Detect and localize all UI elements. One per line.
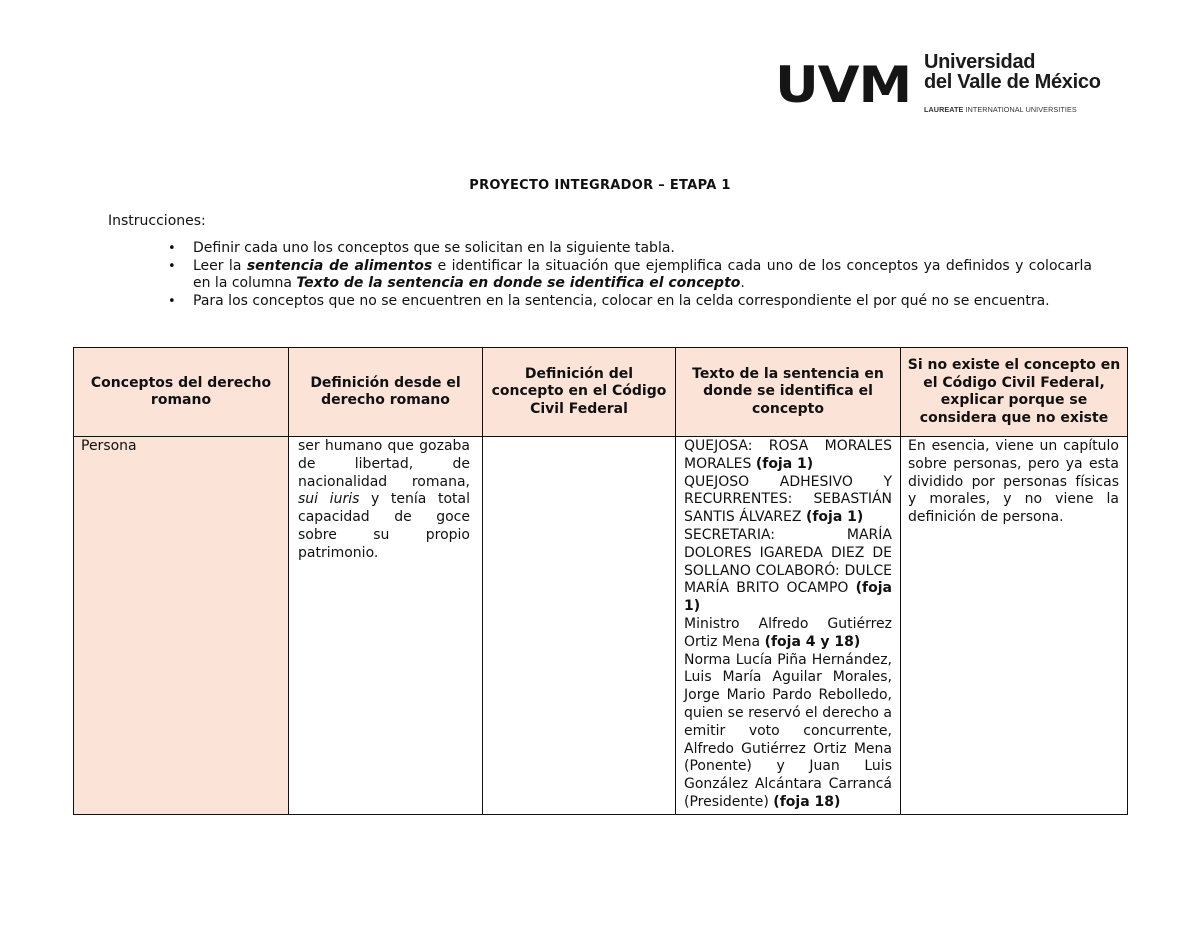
page-ref: (foja 1) bbox=[805, 509, 864, 526]
roman-definition-cell bbox=[289, 437, 483, 815]
instructions-label: Instrucciones: bbox=[108, 213, 206, 229]
instruction-text: Para los conceptos que no se encuentren en la sentencia, colocar en la celda correspondiente el por qué no se encuentra. bbox=[193, 292, 1050, 309]
cell-text: SECRETARIA: MARÍA DOLORES IGAREDA DIEZ DE SOLLANO COLABORÓ: DULCE MARÍA BRITO OCAMPO bbox=[684, 526, 892, 597]
header-cell: Definición del concepto en el Código Civil Federal bbox=[483, 348, 676, 437]
cell-text: ser humano que gozaba de libertad, de nacionalidad romana, bbox=[298, 438, 470, 490]
instruction-item bbox=[166, 240, 1092, 258]
page-ref: (foja 1) bbox=[755, 455, 814, 472]
instruction-text: Leer la bbox=[193, 257, 247, 274]
document-title: PROYECTO INTEGRADOR – ETAPA 1 bbox=[469, 178, 731, 193]
cell-text: Norma Lucía Piña Hernández, Luis María Aguilar Morales, Jorge Mario Pardo Rebolledo, quien se reservó el derecho a emitir voto concurrente, Alfredo Gutiérrez Ortiz Mena (Ponente) y Juan Luis González Alcántara Carrancá (Presidente) bbox=[684, 651, 892, 810]
instruction-item bbox=[166, 293, 1092, 311]
cell-italic: sui iuris bbox=[298, 491, 360, 508]
cell-text: QUEJOSO ADHESIVO Y RECURRENTES: SEBASTIÁN SANTIS ÁLVAREZ bbox=[684, 473, 892, 526]
sentence-paragraph bbox=[684, 616, 892, 652]
cell-text: Ministro Alfredo Gutiérrez Ortiz Mena bbox=[684, 615, 892, 650]
logo-line3 bbox=[924, 105, 1124, 114]
instruction-emphasis: sentencia de alimentos bbox=[246, 257, 433, 274]
table-row bbox=[74, 437, 1128, 815]
logo-line3-rest: INTERNATIONAL UNIVERSITIES bbox=[963, 105, 1077, 114]
sentence-paragraph bbox=[684, 438, 892, 474]
concepts-table bbox=[73, 347, 1128, 815]
cell-text: y tenía total capacidad de goce sobre su propio patrimonio. bbox=[298, 491, 470, 561]
header-cell: Si no existe el concepto en el Código Civil Federal, explicar porque se considera que no existe bbox=[901, 348, 1128, 437]
header-cell: Definición desde el derecho romano bbox=[289, 348, 483, 437]
cell-text: QUEJOSA: ROSA MORALES MORALES bbox=[684, 438, 892, 472]
instruction-item bbox=[166, 258, 1092, 293]
instruction-emphasis: Texto de la sentencia en donde se identifica el concepto bbox=[296, 275, 741, 291]
header-cell: Conceptos del derecho romano bbox=[74, 348, 289, 437]
page-ref: (foja 1) bbox=[684, 580, 892, 615]
logo-mark: UVM bbox=[775, 56, 912, 114]
instruction-text: e identificar la situación que ejemplifica cada uno de los conceptos ya definidos y colocarla en la columna bbox=[193, 257, 1093, 291]
page-ref: (foja 4 y 18) bbox=[764, 633, 861, 650]
sentence-text-cell bbox=[676, 437, 901, 815]
logo-line2: del Valle de México bbox=[924, 71, 1101, 93]
concept-cell: Persona bbox=[74, 437, 289, 815]
instructions-list bbox=[166, 240, 1092, 310]
page-ref: (foja 18) bbox=[773, 793, 841, 810]
logo-text bbox=[924, 52, 1124, 114]
uvm-logo bbox=[775, 51, 1101, 114]
header-cell: Texto de la sentencia en donde se identifica el concepto bbox=[676, 348, 901, 437]
sentence-paragraph bbox=[684, 527, 892, 616]
instruction-text: . bbox=[740, 275, 745, 291]
civil-code-definition-cell bbox=[483, 437, 676, 815]
sentence-paragraph bbox=[684, 474, 892, 527]
instruction-text: Definir cada uno los conceptos que se solicitan en la siguiente tabla. bbox=[193, 240, 675, 256]
sentence-paragraph bbox=[684, 652, 892, 812]
table-header-row bbox=[74, 348, 1128, 437]
logo-line3-bold: LAUREATE bbox=[924, 105, 964, 114]
explanation-cell: En esencia, viene un capítulo sobre personas, pero ya esta dividido por personas físicas y morales, y no viene la definición de persona. bbox=[901, 437, 1128, 815]
logo-line1: Universidad bbox=[924, 51, 1036, 73]
